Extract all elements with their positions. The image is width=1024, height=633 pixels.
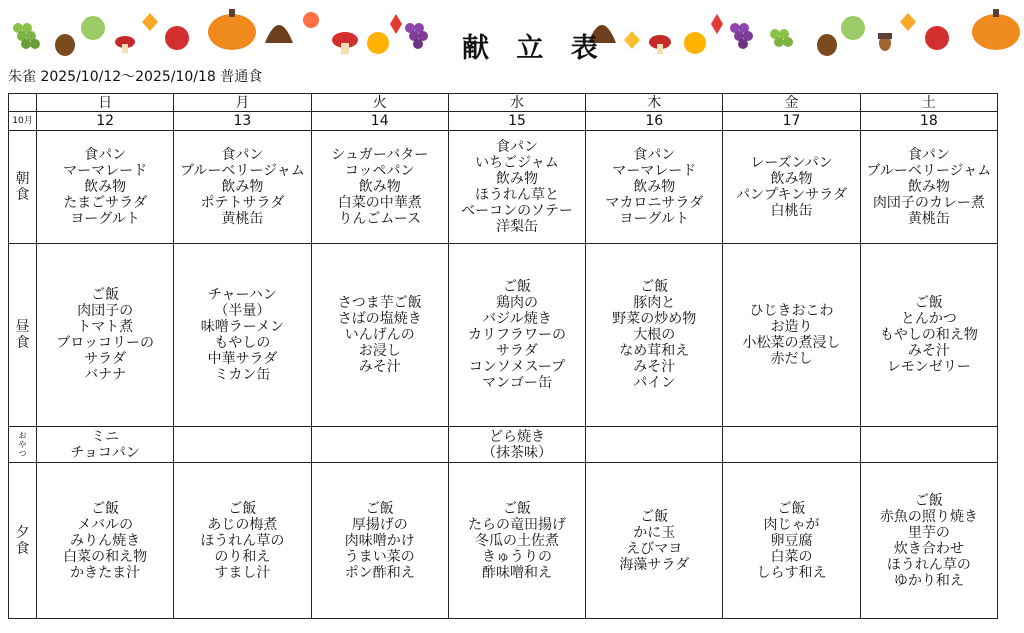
menu-item: たらの竜田揚げ bbox=[467, 516, 566, 533]
menu-item: 飲み物 bbox=[495, 171, 538, 187]
lunch-cell bbox=[311, 244, 448, 427]
pinecone-icon bbox=[817, 34, 837, 56]
menu-item: ご飯 bbox=[502, 500, 531, 517]
corner-cell bbox=[9, 94, 37, 112]
grapes-icon bbox=[730, 23, 753, 49]
snack-items bbox=[37, 429, 173, 461]
menu-table-body bbox=[9, 94, 998, 619]
grapes-icon bbox=[405, 23, 428, 49]
menu-item: 白菜の中華煮 bbox=[337, 195, 422, 211]
snack-cell bbox=[723, 427, 860, 463]
menu-item: ご飯 bbox=[640, 279, 669, 295]
menu-item: ご飯 bbox=[228, 500, 257, 517]
dinner-cell bbox=[174, 463, 311, 619]
date-header: 12 bbox=[37, 112, 174, 131]
mushroom-icon bbox=[649, 35, 671, 54]
lunch-items bbox=[586, 279, 722, 391]
menu-item: ご飯 bbox=[914, 295, 943, 311]
dinner-row bbox=[9, 463, 998, 619]
weekday-header: 金 bbox=[723, 94, 860, 112]
pumpkin-icon bbox=[972, 9, 1020, 50]
menu-item: ブロッコリーの サラダ bbox=[56, 335, 154, 367]
menu-item: ほうれん草と ベーコンのソテー bbox=[461, 187, 573, 219]
snack-label: お や つ bbox=[9, 427, 37, 463]
menu-item: 洋梨缶 bbox=[495, 219, 538, 235]
mushroom-icon bbox=[115, 36, 135, 53]
dinner-cell bbox=[37, 463, 174, 619]
breakfast-cell bbox=[448, 131, 585, 244]
dinner-cell bbox=[448, 463, 585, 619]
facility-period-label: 朱雀 2025/10/12～2025/10/18 普通食 bbox=[8, 69, 263, 85]
dinner-cell bbox=[860, 463, 997, 619]
menu-item: ポテトサラダ bbox=[200, 195, 285, 211]
menu-item: 豚肉と 野菜の炒め物 bbox=[612, 295, 697, 327]
menu-item: 赤魚の照り焼き bbox=[879, 508, 978, 525]
menu-item: うまい菜の ポン酢和え bbox=[344, 548, 415, 581]
dinner-label: 夕 食 bbox=[9, 463, 37, 619]
weekday-header: 火 bbox=[311, 94, 448, 112]
menu-item: 飲み物 bbox=[84, 179, 127, 195]
date-header: 15 bbox=[448, 112, 585, 131]
menu-item: マカロニサラダ bbox=[605, 195, 704, 211]
menu-item: 飲み物 bbox=[907, 179, 950, 195]
menu-item: チャーハン （半量） bbox=[207, 287, 277, 319]
weekday-header: 月 bbox=[174, 94, 311, 112]
apple-icon bbox=[165, 26, 189, 50]
date-header: 13 bbox=[174, 112, 311, 131]
menu-item: コンソメスープ bbox=[468, 359, 566, 375]
menu-item: 赤だし bbox=[770, 351, 813, 367]
pinecone-icon bbox=[55, 34, 75, 56]
apple-icon bbox=[841, 16, 865, 40]
apple-icon bbox=[925, 26, 949, 50]
pumpkin-icon bbox=[208, 9, 256, 50]
dinner-items bbox=[861, 493, 997, 589]
breakfast-cell bbox=[311, 131, 448, 244]
maple-leaf-icon bbox=[711, 14, 723, 34]
acorn-icon bbox=[878, 33, 892, 51]
menu-item: ご飯 bbox=[91, 287, 120, 303]
menu-item: ほうれん草の のり和え bbox=[200, 532, 285, 565]
breakfast-cell bbox=[37, 131, 174, 244]
leaf-icon bbox=[142, 13, 158, 31]
mushroom-icon bbox=[332, 32, 358, 54]
menu-item: ご飯 bbox=[502, 279, 531, 295]
persimmon-icon bbox=[303, 12, 319, 28]
menu-item: もやしの 中華サラダ bbox=[207, 335, 278, 367]
dinner-cell bbox=[586, 463, 723, 619]
menu-item: パンプキンサラダ bbox=[735, 187, 848, 203]
menu-item: 肉じゃが bbox=[763, 516, 820, 533]
menu-table bbox=[8, 93, 998, 619]
menu-item: どら焼き （抹茶味） bbox=[481, 428, 552, 461]
dinner-cell bbox=[723, 463, 860, 619]
date-header: 17 bbox=[723, 112, 860, 131]
menu-item: お造り bbox=[770, 319, 813, 335]
lunch-cell bbox=[174, 244, 311, 427]
leaf-icon bbox=[624, 31, 640, 49]
menu-item: 飲み物 bbox=[633, 179, 676, 195]
snack-cell bbox=[448, 427, 585, 463]
menu-item: みそ汁 bbox=[358, 359, 401, 375]
menu-item: 卵豆腐 bbox=[770, 532, 813, 549]
menu-item: ご飯 bbox=[640, 508, 669, 525]
menu-item: 肉団子の トマト煮 bbox=[77, 303, 134, 335]
menu-item: マーマレード bbox=[612, 163, 697, 179]
menu-item: とんかつ bbox=[900, 311, 957, 327]
lunch-items bbox=[37, 287, 173, 383]
breakfast-items bbox=[312, 147, 448, 227]
menu-item: 海藻サラダ bbox=[619, 556, 690, 573]
menu-item: 食パン bbox=[221, 147, 264, 163]
breakfast-cell bbox=[723, 131, 860, 244]
menu-item: ヨーグルト bbox=[619, 211, 690, 227]
menu-item: すまし汁 bbox=[214, 564, 271, 581]
menu-item: 小松菜の煮浸し bbox=[742, 335, 841, 351]
lunch-cell bbox=[860, 244, 997, 427]
menu-item: ご飯 bbox=[914, 492, 943, 509]
menu-item: バナナ bbox=[84, 367, 127, 383]
menu-item: パイン bbox=[633, 375, 676, 391]
snack-cell bbox=[311, 427, 448, 463]
menu-item: カリフラワーの サラダ bbox=[467, 327, 566, 359]
snack-cell bbox=[174, 427, 311, 463]
menu-item: さばの塩焼き bbox=[337, 311, 422, 327]
menu-item: 大根の なめ茸和え bbox=[619, 327, 690, 359]
menu-item: ご飯 メバルの みりん焼き bbox=[70, 500, 141, 549]
menu-item: 厚揚げの 肉味噌かけ bbox=[344, 516, 415, 549]
menu-item: ミカン缶 bbox=[214, 367, 271, 383]
dinner-items bbox=[723, 501, 859, 581]
menu-item: ご飯 bbox=[365, 500, 394, 517]
weekday-header: 水 bbox=[448, 94, 585, 112]
breakfast-items bbox=[37, 147, 173, 227]
menu-item: 飲み物 bbox=[221, 179, 264, 195]
weekday-row bbox=[9, 94, 998, 112]
grapes-icon bbox=[770, 29, 793, 47]
menu-item: ご飯 bbox=[777, 500, 806, 517]
weekday-header: 日 bbox=[37, 94, 174, 112]
menu-item: いんげんの お浸し bbox=[344, 327, 415, 359]
snack-row bbox=[9, 427, 998, 463]
menu-item: ブルーベリージャム bbox=[179, 163, 305, 179]
breakfast-label: 朝 食 bbox=[9, 131, 37, 244]
persimmon-icon bbox=[684, 32, 706, 54]
menu-item: シュガーバター コッペパン bbox=[331, 147, 429, 179]
menu-item: 黄桃缶 bbox=[221, 211, 264, 227]
lunch-items bbox=[174, 287, 310, 383]
date-header: 14 bbox=[311, 112, 448, 131]
date-header: 16 bbox=[586, 112, 723, 131]
lunch-cell bbox=[723, 244, 860, 427]
maple-leaf-icon bbox=[390, 14, 402, 34]
menu-item: 白菜の しらす和え bbox=[756, 548, 827, 581]
menu-item: マーマレード bbox=[63, 163, 148, 179]
lunch-items bbox=[723, 303, 859, 367]
breakfast-cell bbox=[860, 131, 997, 244]
snack-cell bbox=[586, 427, 723, 463]
menu-item: もやしの和え物 bbox=[879, 327, 978, 343]
snack-cell bbox=[860, 427, 997, 463]
dinner-items bbox=[449, 501, 585, 581]
lunch-cell bbox=[448, 244, 585, 427]
menu-item: 飲み物 bbox=[770, 171, 813, 187]
breakfast-items bbox=[586, 147, 722, 227]
menu-item: みそ汁 bbox=[633, 359, 676, 375]
snack-cell bbox=[37, 427, 174, 463]
lunch-items bbox=[449, 279, 585, 391]
menu-item: かに玉 bbox=[633, 524, 676, 541]
menu-item: 味噌ラーメン bbox=[200, 319, 285, 335]
menu-item: えびマヨ bbox=[626, 540, 683, 557]
persimmon-icon bbox=[367, 32, 389, 54]
menu-item: たまごサラダ bbox=[63, 195, 148, 211]
dinner-items bbox=[312, 501, 448, 581]
lunch-cell bbox=[37, 244, 174, 427]
apple-icon bbox=[81, 16, 105, 40]
menu-item: きゅうりの 酢味噌和え bbox=[481, 548, 552, 581]
menu-item: 黄桃缶 bbox=[907, 211, 950, 227]
chestnut-icon bbox=[265, 25, 293, 43]
breakfast-cell bbox=[586, 131, 723, 244]
menu-item: レーズンパン bbox=[750, 155, 833, 171]
breakfast-cell bbox=[174, 131, 311, 244]
breakfast-items bbox=[861, 147, 997, 227]
leaf-icon bbox=[900, 13, 916, 31]
month-label: 10月 bbox=[9, 112, 37, 131]
lunch-items bbox=[861, 295, 997, 375]
menu-item: ほうれん草の ゆかり和え bbox=[886, 556, 971, 589]
dinner-cell bbox=[311, 463, 448, 619]
dinner-items bbox=[586, 509, 722, 573]
menu-item: 食パン bbox=[495, 139, 538, 155]
page-title: 献 立 表 bbox=[462, 33, 607, 64]
menu-item: みそ汁 bbox=[907, 343, 950, 359]
menu-item: 肉団子のカレー煮 bbox=[872, 195, 985, 211]
menu-item: ヨーグルト bbox=[70, 211, 140, 227]
menu-item: マンゴー缶 bbox=[481, 375, 552, 391]
breakfast-row bbox=[9, 131, 998, 244]
breakfast-items bbox=[174, 147, 310, 227]
breakfast-items bbox=[723, 155, 859, 219]
lunch-items bbox=[312, 295, 448, 375]
menu-item: ブルーベリージャム bbox=[866, 163, 992, 179]
lunch-cell bbox=[586, 244, 723, 427]
weekday-header: 木 bbox=[586, 94, 723, 112]
menu-item: いちごジャム bbox=[475, 155, 559, 171]
menu-item: ひじきおこわ bbox=[749, 303, 834, 319]
snack-items bbox=[449, 429, 585, 461]
menu-item: 飲み物 bbox=[358, 179, 401, 195]
menu-item: 白菜の和え物 bbox=[63, 548, 148, 565]
menu-item: 白桃缶 bbox=[770, 203, 813, 219]
menu-item: さつま芋ご飯 bbox=[337, 295, 422, 311]
menu-item: 食パン bbox=[907, 147, 950, 163]
weekday-header: 土 bbox=[860, 94, 997, 112]
lunch-row bbox=[9, 244, 998, 427]
menu-item: あじの梅煮 bbox=[207, 516, 278, 533]
dinner-items bbox=[37, 501, 173, 581]
menu-item: 食パン bbox=[84, 147, 127, 163]
menu-item: かきたま汁 bbox=[70, 564, 141, 581]
menu-item: 食パン bbox=[633, 147, 676, 163]
lunch-label: 昼 食 bbox=[9, 244, 37, 427]
menu-item: 鶏肉の バジル焼き bbox=[482, 295, 552, 327]
breakfast-items bbox=[449, 139, 585, 235]
menu-item: ミニ チョコパン bbox=[70, 428, 140, 461]
menu-item: 冬瓜の土佐煮 bbox=[474, 532, 559, 549]
date-header: 18 bbox=[860, 112, 997, 131]
menu-item: 里芋の 炊き合わせ bbox=[893, 524, 964, 557]
menu-item: レモンゼリー bbox=[886, 359, 971, 375]
grapes-icon bbox=[13, 23, 40, 49]
date-row bbox=[9, 112, 998, 131]
dinner-items bbox=[174, 501, 310, 581]
menu-item: りんごムース bbox=[338, 211, 421, 227]
